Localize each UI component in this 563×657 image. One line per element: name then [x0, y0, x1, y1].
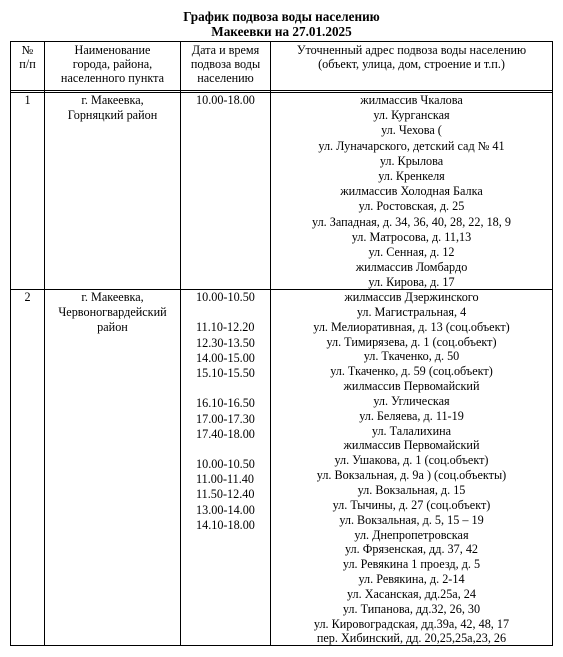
row-1-address: ул. Кирова, д. 17	[368, 275, 455, 290]
header-city-line: Наименование	[74, 43, 151, 57]
header-address-line: Уточненный адрес подвоза воды населению	[296, 43, 527, 57]
row-2-time: 11.50-12.40	[196, 487, 255, 502]
row-2-address: ул. Типанова, дд.32, 26, 30	[342, 601, 481, 616]
row-2-time: 11.10-12.20	[196, 320, 255, 335]
header-city-line: города, района,	[72, 57, 153, 72]
row-2-time: 15.10-15.50	[196, 365, 255, 380]
row-1-address: ул. Крылова	[379, 153, 444, 168]
row-1-address: ул. Чехова (	[381, 123, 442, 138]
header-time-line: Дата и время	[191, 43, 260, 57]
row-2-address: ул. Вокзальная, д. 15	[357, 482, 466, 497]
row-2-address: жилмассив Первомайский	[343, 379, 480, 394]
row-1-city	[45, 93, 180, 123]
row-2-address: ул. Вокзальная, д. 5, 15 – 19	[339, 512, 484, 527]
row-2-time	[196, 442, 270, 457]
row-2-address: ул. Углическая	[373, 393, 450, 408]
row-2-address: ул. Фрязенская, дд. 37, 42	[344, 542, 479, 557]
row-2-address: ул. Тычины, д. 27 (соц.объект)	[332, 497, 491, 512]
row-1-number: 1	[24, 93, 31, 107]
table-border-top	[10, 41, 553, 42]
row-2-address: ул. Талалихина	[371, 423, 452, 438]
row-1-times	[196, 93, 270, 108]
header-city	[45, 43, 180, 86]
row-2-city-line: г. Макеевка,	[81, 290, 144, 304]
row-2-time: 17.40-18.00	[196, 426, 255, 441]
header-city-line: населенного пункта	[60, 71, 165, 86]
row-2-addresses	[271, 290, 552, 646]
row-2-address: пер. Хибинский, дд. 20,25,25а,23, 26	[316, 631, 507, 646]
row-1-address: ул. Сенная, д. 12	[368, 245, 455, 260]
row-1-city-line: г. Макеевка,	[81, 93, 144, 107]
row-1-addresses	[271, 93, 552, 291]
column-divider-1	[44, 41, 45, 646]
table-border-left	[10, 41, 11, 646]
row-1-address: ул. Матросова, д. 11,13	[351, 229, 472, 244]
row-1-address: ул. Ростовская, д. 25	[358, 199, 465, 214]
row-2-time: 11.00-11.40	[196, 472, 254, 487]
row-2-address: ул. Ушакова, д. 1 (соц.объект)	[334, 453, 489, 468]
row-2-address: ул. Ткаченко, д. 50	[363, 349, 460, 364]
row-2-time: 16.10-16.50	[196, 396, 255, 411]
row-2-address: ул. Тимирязева, д. 1 (соц.объект)	[326, 334, 497, 349]
row-2-address: жилмассив Дзержинского	[344, 290, 479, 304]
table-header-rule	[10, 90, 553, 91]
row-2-city	[45, 290, 180, 336]
row-2-address: ул. Беляева, д. 11-19	[359, 408, 464, 423]
document-title-line-2: Макеевки на 27.01.2025	[211, 24, 352, 39]
row-2-address: ул. Кировоградская, дд.39а, 42, 48, 17	[313, 616, 510, 631]
row-2-address: ул. Днепропетровская	[354, 527, 469, 542]
header-address	[271, 43, 552, 71]
row-1-address: жилмассив Чкалова	[360, 93, 463, 107]
row-2-address: ул. Вокзальная, д. 9а ) (соц.объекты)	[316, 468, 507, 483]
row-2-city-line: Червоногвардейский	[58, 305, 167, 320]
row-1-address: ул. Луначарского, детский сад № 41	[318, 138, 505, 153]
row-2-address: ул. Ткаченко, д. 59 (соц.объект)	[330, 364, 493, 379]
header-number	[11, 43, 44, 71]
row-1-city-line: Горняцкий район	[67, 108, 158, 123]
row-2-address: ул. Хасанская, дд.25а, 24	[346, 586, 476, 601]
row-1-address: жилмассив Холодная Балка	[340, 184, 483, 199]
row-2-time: 13.00-14.00	[196, 502, 255, 517]
row-2-time	[196, 305, 270, 320]
row-2-time: 10.00-10.50	[196, 457, 255, 472]
row-2-city-line: район	[97, 320, 128, 335]
row-2-address: ул. Ревякина, д. 2-14	[358, 572, 465, 587]
row-1-address: ул. Курганская	[373, 108, 450, 123]
header-time-line: подвоза воды	[190, 57, 261, 72]
header-address-line: (объект, улица, дом, строение и т.п.)	[318, 57, 505, 72]
row-1-address: ул. Западная, д. 34, 36, 40, 28, 22, 18, 9	[312, 214, 511, 229]
table-border-right	[552, 41, 553, 646]
header-number-line: п/п	[19, 57, 36, 72]
row-2-address: жилмассив Первомайский	[343, 438, 480, 453]
row-2-address: ул. Ревякина 1 проезд, д. 5	[342, 557, 481, 572]
row-2-time: 14.10-18.00	[196, 517, 255, 532]
row-2-time: 17.00-17.30	[196, 411, 255, 426]
header-time-line: населению	[197, 71, 254, 86]
row-2-time: 14.00-15.00	[196, 350, 255, 365]
row-2-address: ул. Мелиоративная, д. 13 (соц.объект)	[313, 319, 510, 334]
row-2-time: 10.00-10.50	[196, 290, 255, 304]
row-2-address: ул. Магистральная, 4	[356, 304, 467, 319]
row-1-address: ул. Кренкеля	[378, 169, 445, 184]
row-2-time	[196, 381, 270, 396]
column-divider-2	[180, 41, 181, 646]
row-1-time: 10.00-18.00	[196, 93, 255, 107]
row-2-time: 12.30-13.50	[196, 335, 255, 350]
header-number-line: №	[21, 43, 34, 57]
document-title-line-1: График подвоза воды населению	[183, 9, 380, 24]
row-2-number: 2	[24, 290, 31, 304]
row-1-address: жилмассив Ломбардо	[355, 260, 468, 275]
header-time	[181, 43, 270, 86]
row-2-times	[196, 290, 270, 533]
